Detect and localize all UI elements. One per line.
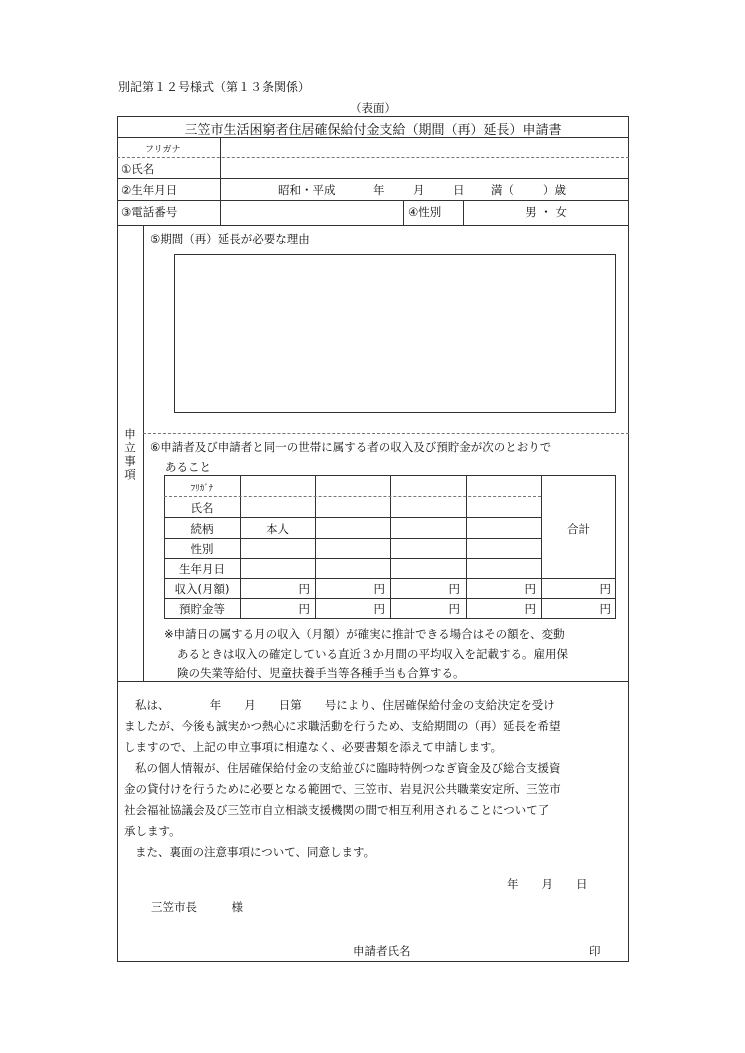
applicant-name-label: 申請者氏名: [353, 944, 411, 958]
declaration-line1: 私は、 年 月 日第 号により、住居確保給付金の支給決定を受け: [135, 698, 555, 712]
yen-label: 円: [599, 582, 611, 596]
income-note-line2: あるときは収入の確定している直近３か月間の平均収入を記載する。雇用保: [177, 647, 568, 661]
yen-label: 円: [298, 602, 310, 616]
gender-options[interactable]: 男 ・ 女: [525, 205, 567, 219]
declaration-line7: 承します。: [124, 824, 181, 838]
form-title: 三笠市生活困窮者住居確保給付金支給（期間（再）延長）申請書: [184, 123, 562, 138]
age-open: 満（: [491, 183, 514, 197]
yen-label: 円: [298, 582, 310, 596]
signature-date[interactable]: 年 月 日: [507, 877, 588, 891]
yen-label: 円: [524, 582, 536, 596]
yen-label: 円: [524, 602, 536, 616]
row-label-gender: 性別: [190, 542, 214, 556]
section-label: 申立事項: [123, 428, 137, 482]
declaration-line3: しますので、上記の申立事項に相違なく、必要書類を添えて申請します。: [124, 740, 503, 754]
applicant-name-field[interactable]: [425, 940, 575, 958]
yen-label: 円: [373, 602, 385, 616]
addressee: 三笠市長 様: [151, 900, 243, 914]
declaration-line4: 私の個人情報が、住居確保給付金の支給並びに臨時特例つなぎ資金及び総合支援資: [135, 761, 561, 775]
yen-label: 円: [373, 582, 385, 596]
total-label: 合計: [567, 522, 590, 536]
row-label-income: 収入(月額): [174, 582, 230, 596]
yen-label: 円: [599, 602, 611, 616]
self-relation: 本人: [266, 522, 289, 536]
row-label-savings: 預貯金等: [179, 602, 225, 616]
declaration-line2: ましたが、今後も誠実かつ熱心に求職活動を行うため、支給期間の（再）延長を希望: [124, 719, 561, 733]
yen-label: 円: [448, 582, 460, 596]
income-note-line3: 険の失業等給付、児童扶養手当等各種手当も合算する。: [177, 666, 465, 680]
row-label-birthdate: 生年月日: [179, 562, 225, 576]
row-label-name: 氏名: [190, 501, 214, 515]
seal-mark: 印: [589, 944, 601, 958]
furigana-label: フリガナ: [145, 145, 181, 155]
name-field[interactable]: [226, 159, 621, 177]
reason-textbox[interactable]: [174, 254, 616, 413]
birth-era[interactable]: 昭和・平成: [278, 183, 336, 197]
birth-month-label: 月: [413, 183, 425, 197]
row-label-furigana: ﾌﾘｶﾞﾅ: [190, 484, 214, 494]
gender-label: ④性別: [408, 205, 442, 219]
income-heading-line2: あること: [165, 460, 211, 474]
income-note-line1: ※申請日の属する月の収入（月額）が確実に推計できる場合はその額を、変動: [164, 627, 565, 641]
name-label: ①氏名: [121, 162, 155, 176]
form-number: 別記第１２号様式（第１３条関係）: [118, 80, 311, 94]
furigana-field[interactable]: [226, 140, 621, 156]
income-heading-line1: ⑥申請者及び申請者と同一の世帯に属する者の収入及び預貯金が次のとおりで: [150, 440, 552, 454]
phone-field[interactable]: [226, 202, 396, 222]
yen-label: 円: [448, 602, 460, 616]
row-label-relation: 続柄: [190, 522, 214, 536]
reason-label: ⑤期間（再）延長が必要な理由: [150, 232, 310, 246]
birthdate-label: ②生年月日: [121, 183, 178, 197]
phone-label: ③電話番号: [121, 205, 178, 219]
birth-year-label: 年: [373, 183, 385, 197]
declaration-line5: 金の貸付けを行うために必要となる範囲で、三笠市、岩見沢公共職業安定所、三笠市: [124, 782, 561, 796]
age-close: ）歳: [543, 183, 566, 197]
side-label: （表面）: [350, 101, 396, 115]
birth-day-label: 日: [453, 183, 465, 197]
declaration-line6: 社会福祉協議会及び三笠市自立相談支援機関の間で相互利用されることについて了: [124, 803, 550, 817]
declaration-line8: また、裏面の注意事項について、同意します。: [135, 845, 376, 859]
